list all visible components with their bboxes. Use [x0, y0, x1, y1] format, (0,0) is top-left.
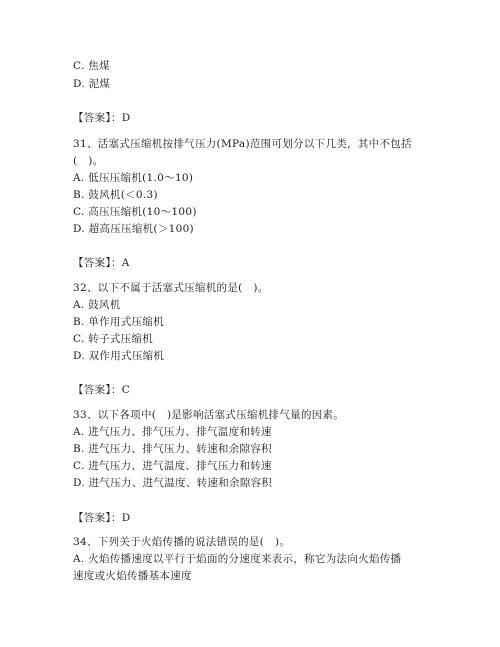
question-31-option-d: D. 超高压压缩机(＞100)	[73, 223, 194, 235]
question-32-option-b: B. 单作用式压缩机	[73, 316, 164, 328]
question-31-stem: 31、活塞式压缩机按排气压力(MPa)范围可划分以下几类，其中不包括	[73, 138, 412, 150]
question-32-option-a: A. 鼓风机	[73, 299, 121, 311]
option-c: C. 焦煤	[73, 60, 110, 72]
question-32-option-c: C. 转子式压缩机	[73, 333, 154, 345]
question-34-option-a-cont: 速度或火焰传播基本速度	[73, 570, 192, 582]
question-32-stem: 32、以下不属于活塞式压缩机的是( )。	[73, 282, 269, 294]
question-34-stem: 34、下列关于火焰传播的说法错误的是( )。	[73, 536, 291, 548]
answer-label: 【答案】：D	[73, 112, 131, 124]
question-31-answer: 【答案】：A	[73, 257, 130, 269]
question-31-option-b: B. 鼓风机(＜0.3)	[73, 189, 158, 201]
question-31-option-c: C. 高压压缩机(10～100)	[73, 206, 197, 218]
question-33-option-c: C. 进气压力、进气温度、排气压力和转速	[73, 460, 272, 472]
question-33-answer: 【答案】：D	[73, 512, 131, 524]
option-d: D. 泥煤	[73, 78, 111, 90]
question-34-option-a: A. 火焰传播速度以平行于焰面的分速度来表示，称它为法向火焰传播	[73, 553, 402, 565]
question-31-stem-cont: ( )。	[73, 155, 104, 167]
question-33-option-d: D. 进气压力、进气温度、转速和余隙容积	[73, 477, 273, 489]
question-32-option-d: D. 双作用式压缩机	[73, 350, 165, 362]
question-31-option-a: A. 低压压缩机(1.0～10)	[73, 172, 194, 184]
question-33-stem: 33、以下各项中( )是影响活塞式压缩机排气量的因素。	[73, 409, 345, 421]
question-33-option-a: A. 进气压力、排气压力、排气温度和转速	[73, 426, 272, 438]
question-33-option-b: B. 进气压力、排气压力、转速和余隙容积	[73, 443, 272, 455]
question-32-answer: 【答案】：C	[73, 384, 131, 396]
